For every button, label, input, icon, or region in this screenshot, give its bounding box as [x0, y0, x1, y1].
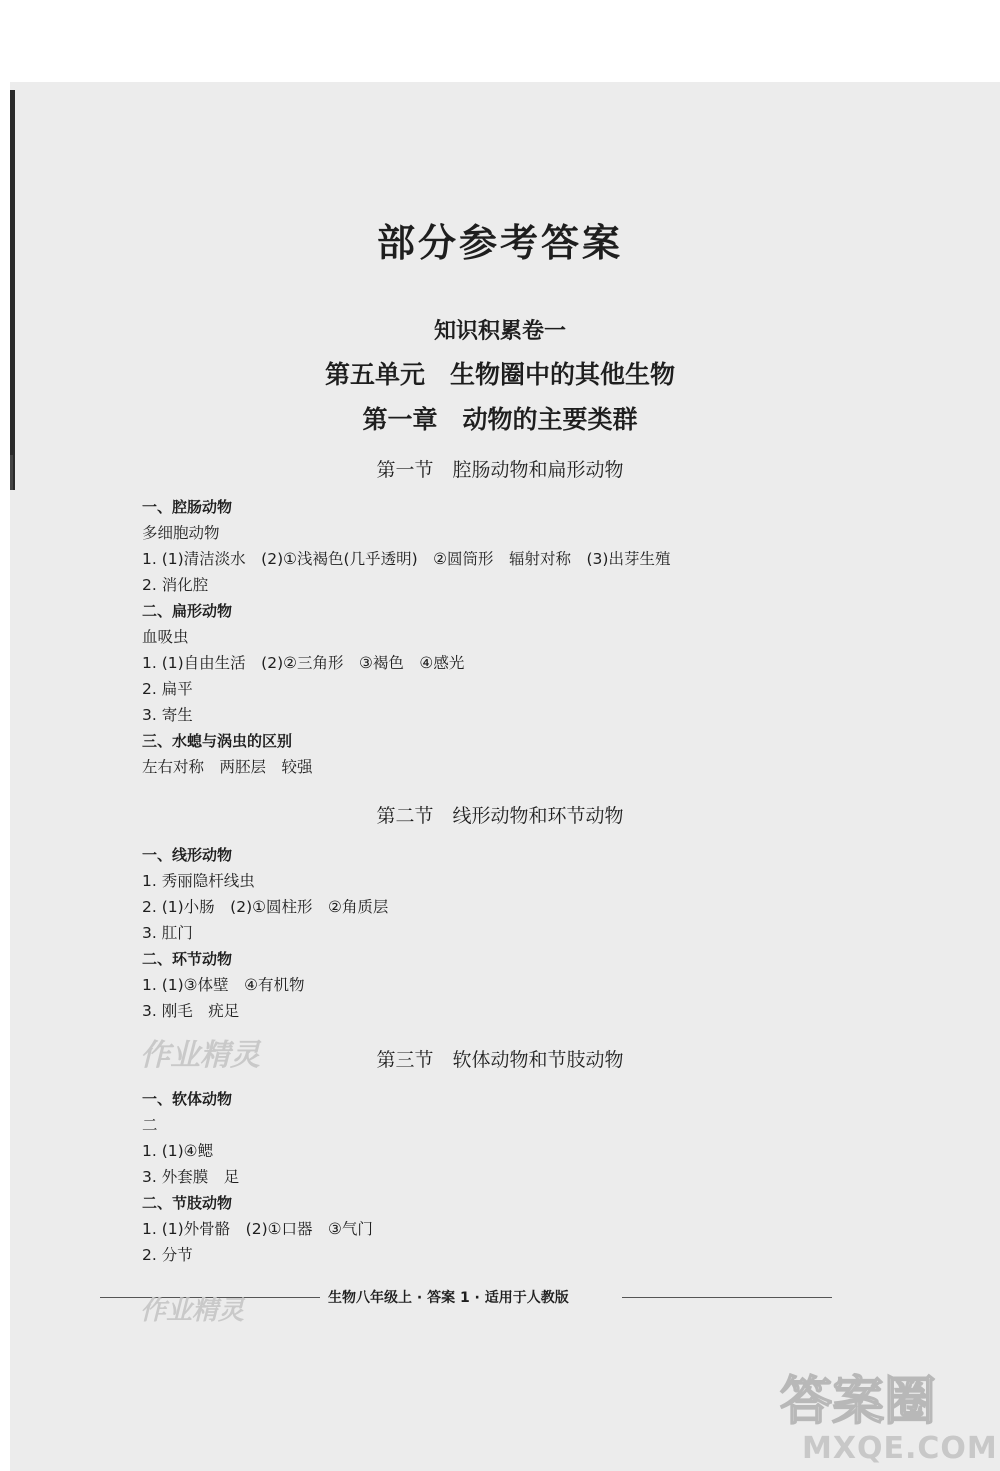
chapter-title: 第一章 动物的主要类群	[362, 405, 638, 434]
footer-text: 生物八年级上 · 答案 1 · 适用于人教版	[328, 1290, 569, 1306]
watermark: 作业精灵	[140, 1038, 260, 1073]
answer-heading: 二、节肢动物	[142, 1194, 233, 1212]
answer-line: 1. (1)③体壁 ④有机物	[142, 976, 305, 994]
answer-line: 1. (1)清洁淡水 (2)①浅褐色(几乎透明) ②圆筒形 辐射对称 (3)出芽生殖	[142, 550, 671, 568]
unit-title: 第五单元 生物圈中的其他生物	[324, 360, 675, 389]
answer-line: 1. (1)④鳃	[142, 1142, 214, 1160]
answer-heading: 一、腔肠动物	[142, 498, 233, 516]
footer-rule-right	[622, 1297, 832, 1298]
logo-domain: MXQE.COM	[802, 1431, 998, 1466]
answer-line: 2. 扁平	[142, 680, 193, 698]
answer-line: 二	[142, 1116, 158, 1134]
answer-line: 1. (1)外骨骼 (2)①口器 ③气门	[142, 1220, 373, 1238]
answer-line: 3. 外套膜 足	[142, 1168, 240, 1186]
answer-line: 3. 肛门	[142, 924, 193, 942]
watermark: 作业精灵	[140, 1296, 245, 1326]
answer-line: 左右对称 两胚层 较强	[142, 758, 313, 776]
main-title: 部分参考答案	[376, 221, 623, 265]
answer-line: 2. (1)小肠 (2)①圆柱形 ②角质层	[142, 898, 389, 916]
answer-line: 血吸虫	[142, 628, 189, 646]
answer-heading: 一、线形动物	[142, 846, 233, 864]
answer-line: 1. 秀丽隐杆线虫	[142, 872, 255, 890]
answer-line: 多细胞动物	[142, 524, 220, 542]
answer-line: 3. 寄生	[142, 706, 193, 724]
answer-heading: 三、水螅与涡虫的区别	[142, 732, 293, 750]
answer-line: 3. 刚毛 疣足	[142, 1002, 240, 1020]
paper-title: 知识积累卷一	[433, 319, 566, 344]
answer-line: 2. 分节	[142, 1246, 193, 1264]
logo-glyphs: 答案圈	[780, 1372, 937, 1432]
site-logo	[780, 1372, 998, 1466]
section-title: 第二节 线形动物和环节动物	[376, 805, 624, 827]
answer-heading: 一、软体动物	[142, 1090, 233, 1108]
section-title: 第三节 软体动物和节肢动物	[376, 1049, 624, 1071]
answer-heading: 二、环节动物	[142, 950, 233, 968]
answer-heading: 二、扁形动物	[142, 602, 233, 620]
section-title: 第一节 腔肠动物和扁形动物	[376, 459, 624, 481]
answer-line: 1. (1)自由生活 (2)②三角形 ③褐色 ④感光	[142, 654, 465, 672]
answer-line: 2. 消化腔	[142, 576, 209, 594]
